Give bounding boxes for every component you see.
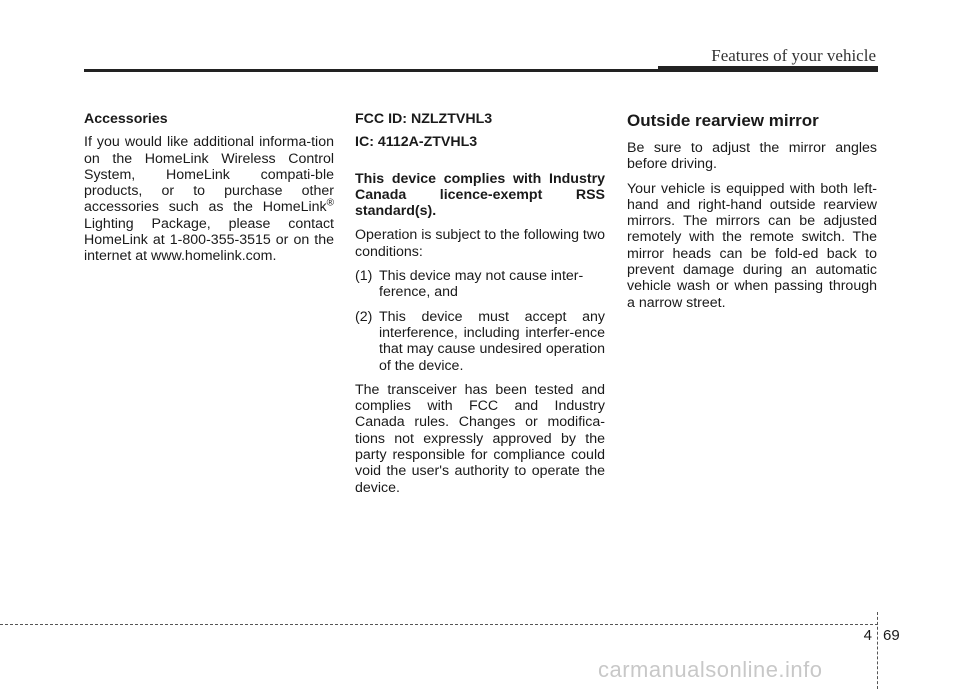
footer-divider (877, 612, 878, 689)
condition-item (355, 268, 605, 301)
page-header-title: Features of your vehicle (711, 46, 876, 65)
watermark: carmanualsonline.info (598, 657, 823, 682)
condition-number: (2) (355, 308, 373, 325)
accessories-paragraph (84, 134, 334, 264)
header-rule-accent (658, 66, 878, 72)
mirror-paragraph-1: Be sure to adjust the mirror angles before driving. (627, 140, 877, 173)
mirror-heading: Outside rearview mirror (627, 111, 819, 130)
chapter-number: 4 (863, 627, 872, 644)
column-fcc (355, 111, 605, 504)
mirror-paragraph-2: Your vehicle is equipped with both left-hand and right-hand outside rearview mirrors. The mirrors can be adjusted remotely with the remote switch. The mirror heads can be fold-ed back to prevent damage during an automatic vehicle wash or when passing through a narrow street. (627, 180, 877, 311)
column-accessories (84, 111, 334, 273)
fcc-id: FCC ID: NZLZTVHL3 (355, 111, 493, 127)
page-number: 69 (883, 627, 900, 644)
transceiver-paragraph: The transceiver has been tested and complies with FCC and Industry Canada rules. Changes or modifica-tions not expressly approved by the party responsible for compliance could void the user's authority to operate the device. (355, 381, 605, 496)
accessories-heading: Accessories (84, 111, 168, 127)
ic-id: IC: 4112A-ZTVHL3 (355, 134, 478, 151)
compliance-heading: This device complies with Industry Canada licence-exempt RSS standard(s). (355, 170, 605, 220)
column-mirror (627, 111, 877, 319)
registered-mark: ® (326, 197, 334, 209)
condition-text: This device may not cause inter-ference, and (379, 268, 584, 301)
accessories-text-2: Lighting Package, please contact HomeLink at 1-800-355-3515 or on the internet at www.homelink.com. (84, 215, 334, 265)
accessories-text-1: If you would like additional informa-tion on the HomeLink Wireless Control System, HomeLink compati-ble products, or to purchase other accessories such as the HomeLink (84, 134, 334, 216)
condition-item (355, 309, 605, 374)
footer-rule (0, 624, 878, 625)
condition-number: (1) (355, 268, 373, 285)
condition-text: This device must accept any interference, including interfer-ence that may cause undesired operation of the device. (379, 308, 605, 374)
conditions-intro: Operation is subject to the following two conditions: (355, 227, 605, 260)
